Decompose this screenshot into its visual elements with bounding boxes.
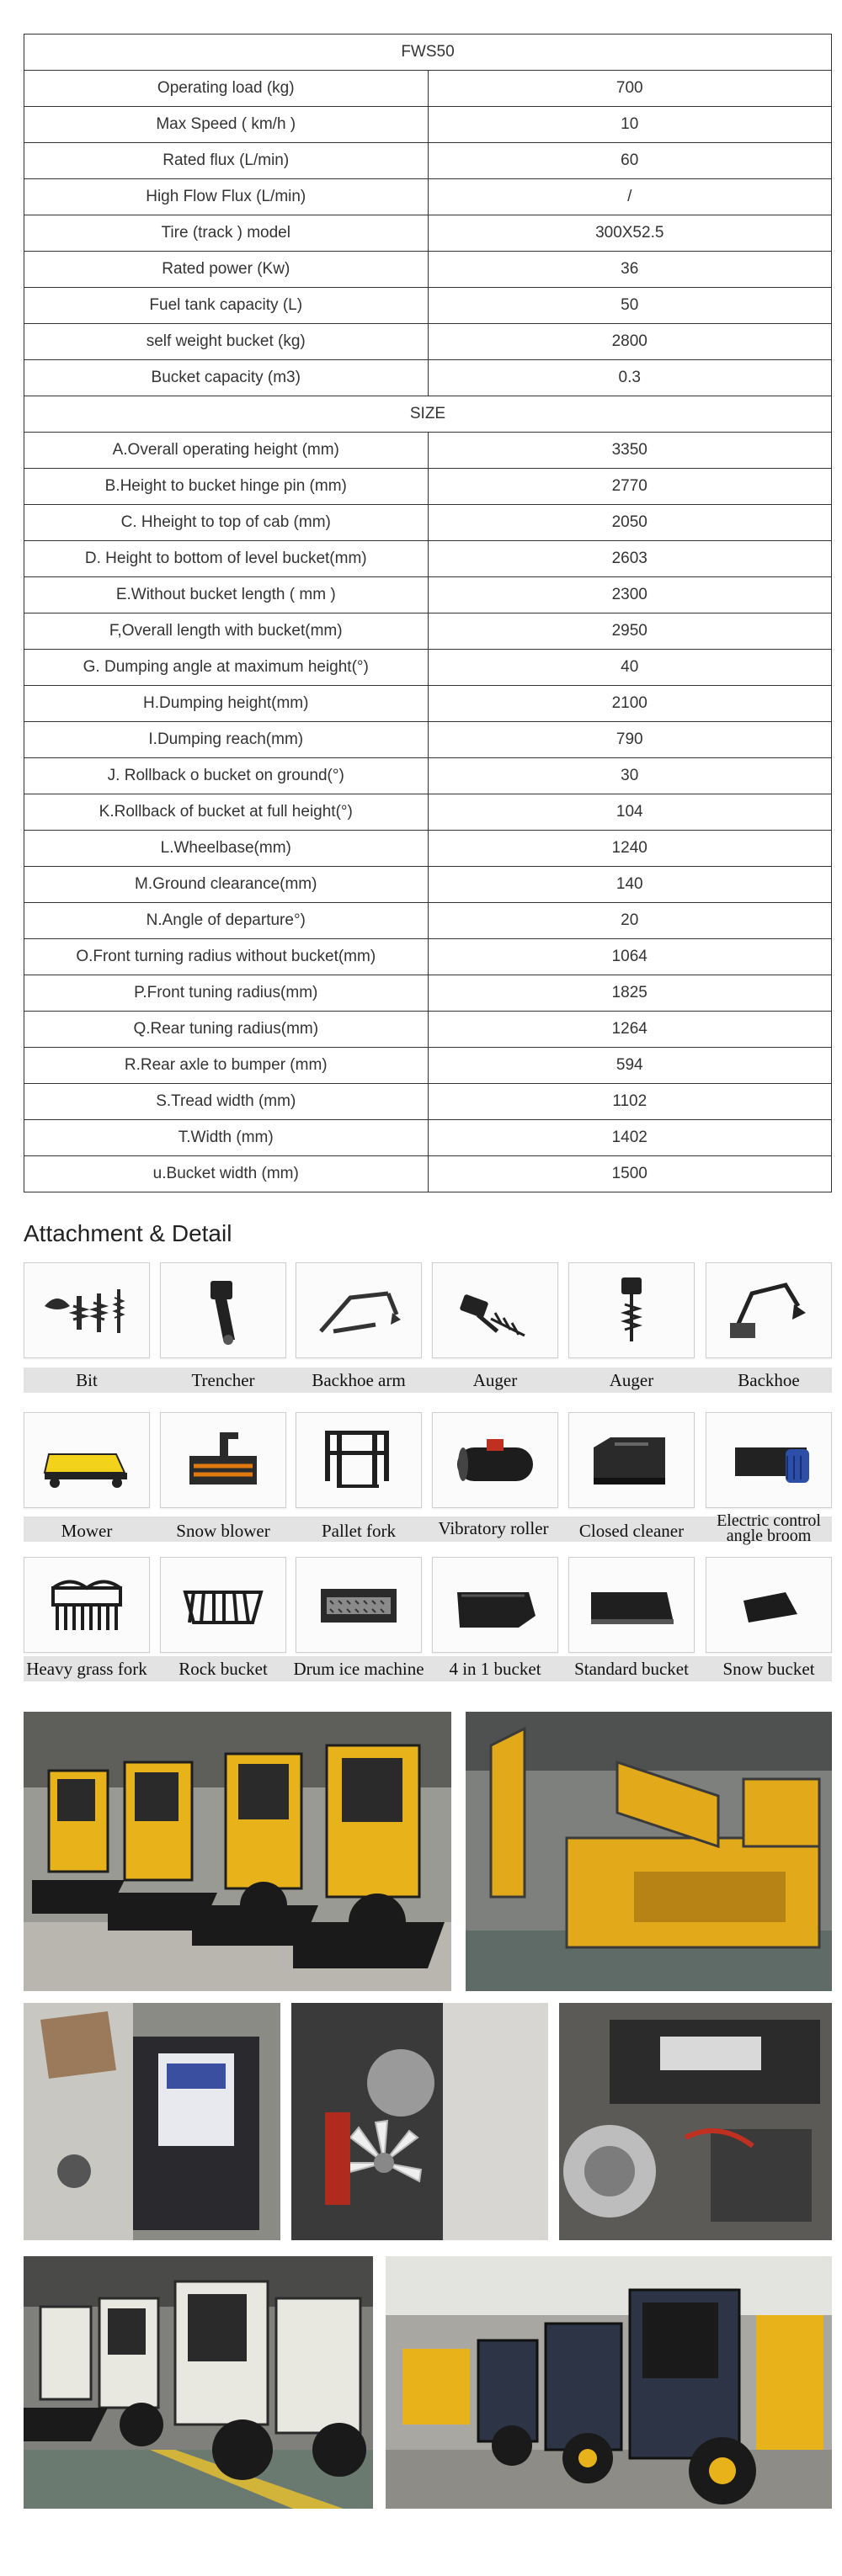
attachment-tile-backhoe-arm[interactable] bbox=[296, 1262, 422, 1358]
spec-value: 2050 bbox=[428, 505, 832, 541]
attachment-label: Electric control angle broom bbox=[717, 1511, 821, 1545]
spec-value: 1264 bbox=[428, 1012, 832, 1048]
spec-label: Fuel tank capacity (L) bbox=[24, 288, 429, 324]
attachment-label: Auger bbox=[609, 1370, 654, 1390]
spec-label: I.Dumping reach(mm) bbox=[24, 722, 429, 758]
table-row bbox=[24, 939, 832, 975]
table-row bbox=[24, 831, 832, 867]
spec-value: 2300 bbox=[428, 577, 832, 613]
attachment-tile-pallet-fork[interactable] bbox=[296, 1412, 422, 1508]
attachment-row-3 bbox=[24, 1557, 832, 1698]
backhoe-icon bbox=[706, 1262, 832, 1358]
spec-label: C. Hheight to top of cab (mm) bbox=[24, 505, 429, 541]
table-row bbox=[24, 1084, 832, 1120]
spec-label: G. Dumping angle at maximum height(°) bbox=[24, 650, 429, 686]
attachment-row-1 bbox=[24, 1262, 832, 1404]
auger-icon bbox=[568, 1262, 695, 1358]
spec-value: 1064 bbox=[428, 939, 832, 975]
spec-label: Bucket capacity (m3) bbox=[24, 360, 429, 396]
spec-label: u.Bucket width (mm) bbox=[24, 1156, 429, 1192]
drum-ice-machine-icon bbox=[296, 1557, 422, 1653]
spec-label: S.Tread width (mm) bbox=[24, 1084, 429, 1120]
attachment-tile-snow-bucket[interactable] bbox=[706, 1557, 832, 1653]
spec-label: J. Rollback o bucket on ground(°) bbox=[24, 758, 429, 794]
spec-value: 790 bbox=[428, 722, 832, 758]
spec-value: 2603 bbox=[428, 541, 832, 577]
spec-value: 1825 bbox=[428, 975, 832, 1012]
spec-value: 0.3 bbox=[428, 360, 832, 396]
attachment-label: 4 in 1 bucket bbox=[449, 1659, 541, 1679]
table-row bbox=[24, 179, 832, 215]
model-header: FWS50 bbox=[24, 35, 832, 71]
spec-value: 36 bbox=[428, 252, 832, 288]
table-row bbox=[24, 541, 832, 577]
spec-value: 2100 bbox=[428, 686, 832, 722]
attachment-label: Bit bbox=[76, 1370, 98, 1390]
attachment-tile-mower[interactable] bbox=[24, 1412, 150, 1508]
table-row bbox=[24, 505, 832, 541]
spec-label: L.Wheelbase(mm) bbox=[24, 831, 429, 867]
spec-value: 2770 bbox=[428, 469, 832, 505]
pallet-fork-icon bbox=[296, 1412, 422, 1508]
trencher-icon bbox=[160, 1262, 286, 1358]
table-row bbox=[24, 975, 832, 1012]
spec-value: 1102 bbox=[428, 1084, 832, 1120]
attachment-tile-closed-cleaner[interactable] bbox=[568, 1412, 695, 1508]
spec-value: 3350 bbox=[428, 433, 832, 469]
table-row-model-header bbox=[24, 35, 832, 71]
four-in-one-bucket-icon bbox=[432, 1557, 558, 1653]
table-row bbox=[24, 324, 832, 360]
spec-label: A.Overall operating height (mm) bbox=[24, 433, 429, 469]
table-row bbox=[24, 469, 832, 505]
table-row bbox=[24, 758, 832, 794]
table-row bbox=[24, 1012, 832, 1048]
attachment-row-2 bbox=[24, 1412, 832, 1554]
photo-dark-loaders-warehouse bbox=[386, 2256, 832, 2509]
spec-value: 140 bbox=[428, 867, 832, 903]
spec-label: Q.Rear tuning radius(mm) bbox=[24, 1012, 429, 1048]
attachment-tile-trencher[interactable] bbox=[160, 1262, 286, 1358]
spec-label: Rated flux (L/min) bbox=[24, 143, 429, 179]
spec-value: 40 bbox=[428, 650, 832, 686]
auger-bits-icon bbox=[24, 1262, 150, 1358]
spec-label: M.Ground clearance(mm) bbox=[24, 867, 429, 903]
spec-value: 60 bbox=[428, 143, 832, 179]
spec-label: R.Rear axle to bumper (mm) bbox=[24, 1048, 429, 1084]
table-row bbox=[24, 903, 832, 939]
spec-label: Max Speed ( km/h ) bbox=[24, 107, 429, 143]
spec-label: N.Angle of departure°) bbox=[24, 903, 429, 939]
angle-broom-icon bbox=[706, 1412, 832, 1508]
backhoe-arm-icon bbox=[296, 1262, 422, 1358]
attachment-label: Closed cleaner bbox=[578, 1521, 685, 1541]
attachment-label: Pallet fork bbox=[321, 1521, 397, 1541]
attachment-section-title: Attachment & Detail bbox=[24, 1220, 232, 1246]
standard-bucket-icon bbox=[568, 1557, 695, 1653]
attachment-tile-rock-bucket[interactable] bbox=[160, 1557, 286, 1653]
attachment-label: Rock bucket bbox=[179, 1659, 268, 1679]
grass-fork-icon bbox=[24, 1557, 150, 1653]
spec-value: 2950 bbox=[428, 613, 832, 650]
attachment-label: Backhoe arm bbox=[312, 1370, 406, 1390]
spec-value: 1240 bbox=[428, 831, 832, 867]
table-row bbox=[24, 794, 832, 831]
attachment-tile-backhoe[interactable] bbox=[706, 1262, 832, 1358]
attachment-tile-auger[interactable] bbox=[432, 1262, 558, 1358]
spec-value: 700 bbox=[428, 71, 832, 107]
auger-icon bbox=[432, 1262, 558, 1358]
spec-label: Operating load (kg) bbox=[24, 71, 429, 107]
attachment-tile-standard-bucket[interactable] bbox=[568, 1557, 695, 1653]
snow-bucket-icon bbox=[706, 1557, 832, 1653]
table-row bbox=[24, 288, 832, 324]
spec-label: self weight bucket (kg) bbox=[24, 324, 429, 360]
vibratory-roller-icon bbox=[432, 1412, 558, 1508]
spec-value: / bbox=[428, 179, 832, 215]
attachment-label: Heavy grass fork bbox=[26, 1659, 147, 1679]
spec-label: K.Rollback of bucket at full height(°) bbox=[24, 794, 429, 831]
spec-label: B.Height to bucket hinge pin (mm) bbox=[24, 469, 429, 505]
table-row bbox=[24, 107, 832, 143]
photo-engine-battery-detail bbox=[24, 2003, 280, 2240]
spec-label: P.Front tuning radius(mm) bbox=[24, 975, 429, 1012]
photo-white-loaders-lineup bbox=[24, 2256, 373, 2509]
spec-value: 104 bbox=[428, 794, 832, 831]
table-row bbox=[24, 686, 832, 722]
attachment-tile-auger-2[interactable] bbox=[568, 1262, 695, 1358]
spec-value: 2800 bbox=[428, 324, 832, 360]
table-row bbox=[24, 722, 832, 758]
attachment-label: Mower bbox=[61, 1521, 113, 1541]
attachment-tile-vibratory-roller[interactable] bbox=[432, 1412, 558, 1508]
attachment-tile-bit[interactable] bbox=[24, 1262, 150, 1358]
spec-value: 30 bbox=[428, 758, 832, 794]
attachment-label: Standard bucket bbox=[574, 1659, 689, 1679]
table-row bbox=[24, 613, 832, 650]
table-row bbox=[24, 650, 832, 686]
attachment-label: Vibratory roller bbox=[438, 1518, 549, 1538]
spec-table bbox=[24, 34, 832, 1192]
attachment-tile-drum-ice-machine[interactable] bbox=[296, 1557, 422, 1653]
table-row bbox=[24, 1120, 832, 1156]
table-row bbox=[24, 433, 832, 469]
spec-label: E.Without bucket length ( mm ) bbox=[24, 577, 429, 613]
snow-blower-icon bbox=[160, 1412, 286, 1508]
attachment-label: Backhoe bbox=[738, 1370, 800, 1390]
table-row-size-header bbox=[24, 396, 832, 433]
attachment-tile-grass-fork[interactable] bbox=[24, 1557, 150, 1653]
table-row bbox=[24, 867, 832, 903]
spec-value: 1500 bbox=[428, 1156, 832, 1192]
attachment-label: Trencher bbox=[191, 1370, 255, 1390]
photo-engine-fan-detail bbox=[291, 2003, 548, 2240]
spec-label: Tire (track ) model bbox=[24, 215, 429, 252]
spec-label: T.Width (mm) bbox=[24, 1120, 429, 1156]
table-row bbox=[24, 143, 832, 179]
closed-cleaner-icon bbox=[568, 1412, 695, 1508]
attachment-label: Auger bbox=[472, 1370, 518, 1390]
attachment-label: Snow bucket bbox=[722, 1659, 815, 1679]
table-row bbox=[24, 577, 832, 613]
spec-value: 594 bbox=[428, 1048, 832, 1084]
table-row bbox=[24, 1156, 832, 1192]
photo-engine-bay-detail bbox=[559, 2003, 832, 2240]
spec-value: 50 bbox=[428, 288, 832, 324]
attachment-label: Snow blower bbox=[176, 1521, 270, 1541]
attachment-tile-angle-broom[interactable] bbox=[706, 1412, 832, 1508]
table-row bbox=[24, 1048, 832, 1084]
attachment-tile-snow-blower[interactable] bbox=[160, 1412, 286, 1508]
spec-label: High Flow Flux (L/min) bbox=[24, 179, 429, 215]
spec-value: 1402 bbox=[428, 1120, 832, 1156]
photo-yellow-loaders-lineup bbox=[24, 1712, 451, 1991]
spec-value: 300X52.5 bbox=[428, 215, 832, 252]
table-row bbox=[24, 71, 832, 107]
photo-loader-frames-factory bbox=[466, 1712, 832, 1991]
attachment-tile-four-in-one-bucket[interactable] bbox=[432, 1557, 558, 1653]
spec-label: O.Front turning radius without bucket(mm) bbox=[24, 939, 429, 975]
spec-value: 10 bbox=[428, 107, 832, 143]
table-row bbox=[24, 215, 832, 252]
table-row bbox=[24, 252, 832, 288]
attachment-label: Drum ice machine bbox=[293, 1659, 424, 1679]
spec-value: 20 bbox=[428, 903, 832, 939]
spec-label: Rated power (Kw) bbox=[24, 252, 429, 288]
spec-label: F,Overall length with bucket(mm) bbox=[24, 613, 429, 650]
size-header: SIZE bbox=[24, 396, 832, 433]
mower-icon bbox=[24, 1412, 150, 1508]
spec-label: D. Height to bottom of level bucket(mm) bbox=[24, 541, 429, 577]
spec-label: H.Dumping height(mm) bbox=[24, 686, 429, 722]
rock-bucket-icon bbox=[160, 1557, 286, 1653]
table-row bbox=[24, 360, 832, 396]
